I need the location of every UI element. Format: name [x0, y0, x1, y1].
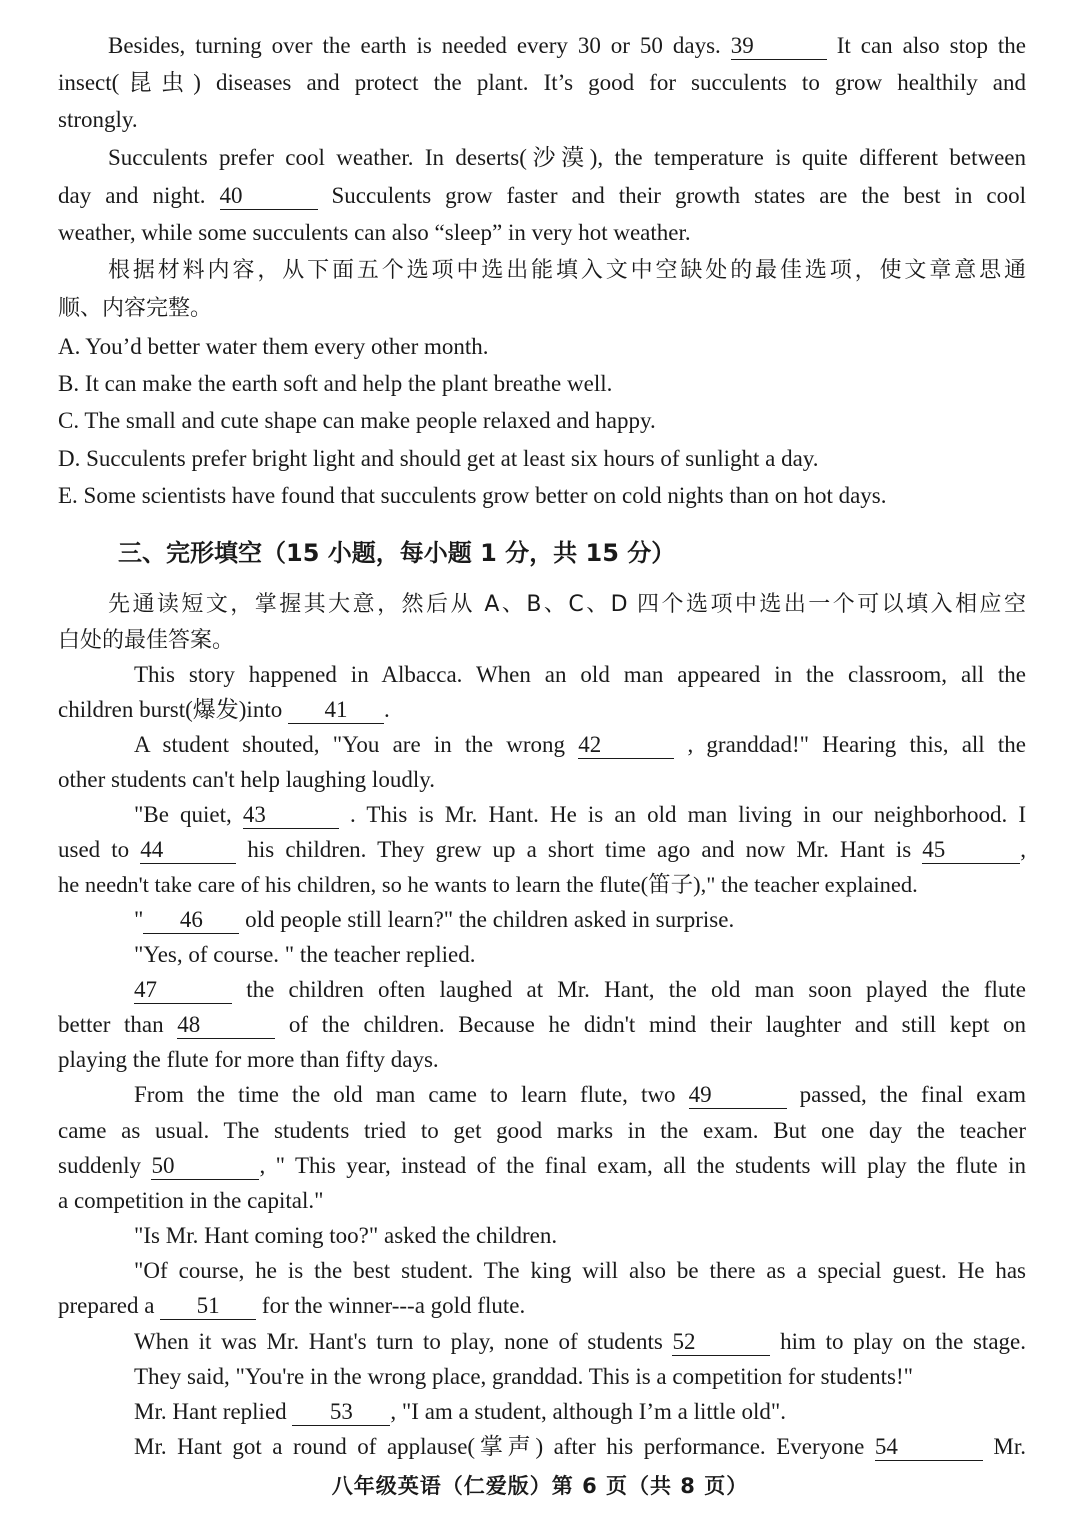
- option-d: D. Succulents prefer bright light and should get at least six hours of sunlight a day.: [58, 446, 819, 471]
- blank-53: 53: [292, 1399, 390, 1426]
- story-line: other students can't help laughing loudly.: [58, 767, 435, 792]
- section-instruction: 先通读短文，掌握其大意，然后从 A、B、C、D 四个选项中选出一个可以填入相应空: [108, 592, 1026, 617]
- story-line: "Of course, he is the best student. The king will also be there as a special guest. He has: [134, 1258, 1026, 1283]
- story-line: playing the flute for more than fifty days.: [58, 1047, 439, 1072]
- blank-39: 39: [731, 33, 827, 60]
- blank-41: 41: [288, 697, 384, 724]
- passage-line: day and night. 40 Succulents grow faster and their growth states are the best in cool: [58, 183, 1026, 208]
- section-instruction: 白处的最佳答案。: [58, 628, 235, 653]
- blank-44: 44: [140, 837, 236, 864]
- blank-40: 40: [220, 183, 318, 210]
- story-line: When it was Mr. Hant's turn to play, none of students 52 him to play on the stage.: [134, 1329, 1026, 1354]
- story-line: prepared a 51 for the winner---a gold flute.: [58, 1293, 526, 1318]
- story-line: "Yes, of course. " the teacher replied.: [134, 942, 476, 967]
- option-b: B. It can make the earth soft and help the plant breathe well.: [58, 371, 613, 396]
- page-footer: 八年级英语（仁爱版）第 6 页（共 8 页）: [331, 1474, 749, 1498]
- story-line: came as usual. The students tried to get good marks in the exam. But one day the teacher: [58, 1118, 1026, 1143]
- story-line: A student shouted, "You are in the wrong 42 , granddad!" Hearing this, all the: [134, 732, 1026, 757]
- passage-line: Besides, turning over the earth is needed every 30 or 50 days. 39 It can also stop the: [108, 33, 1027, 58]
- blank-50: 50: [151, 1153, 259, 1180]
- blank-54: 54: [875, 1434, 983, 1461]
- passage-line: Succulents prefer cool weather. In deserts(沙漠), the temperature is quite different between: [108, 145, 1026, 170]
- blank-49: 49: [689, 1082, 787, 1109]
- blank-46: 46: [143, 907, 239, 934]
- story-line: This story happened in Albacca. When an old man appeared in the classroom, all the: [134, 662, 1026, 687]
- option-c: C. The small and cute shape can make people relaxed and happy.: [58, 408, 656, 433]
- passage-line: weather, while some succulents can also “sleep” in very hot weather.: [58, 220, 691, 245]
- blank-51: 51: [160, 1293, 256, 1320]
- blank-45: 45: [922, 837, 1020, 864]
- section-title: 三、完形填空（15 小题，每小题 1 分，共 15 分）: [118, 539, 676, 567]
- story-line: suddenly 50 , " This year, instead of the final exam, all the students will play the flute in: [58, 1153, 1027, 1178]
- story-line: Mr. Hant replied 53 , "I am a student, although I’m a little old".: [134, 1399, 787, 1424]
- story-line: better than 48 of the children. Because he didn't mind their laughter and still kept on: [58, 1012, 1026, 1037]
- story-line: "Be quiet, 43 . This is Mr. Hant. He is an old man living in our neighborhood. I: [134, 802, 1027, 827]
- story-line: Mr. Hant got a round of applause(掌声) after his performance. Everyone 54 Mr.: [134, 1434, 1027, 1459]
- story-line: From the time the old man came to learn flute, two 49 passed, the final exam: [134, 1082, 1027, 1107]
- story-line: children burst(爆发)into 41 .: [58, 697, 390, 722]
- story-line: "Is Mr. Hant coming too?" asked the children.: [134, 1223, 558, 1248]
- instruction-line: 根据材料内容，从下面五个选项中选出能填入文中空缺处的最佳选项，使文章意思通: [108, 258, 1026, 283]
- option-e: E. Some scientists have found that succulents grow better on cold nights than on hot days.: [58, 483, 887, 508]
- blank-43: 43: [243, 802, 339, 829]
- blank-47: 47: [134, 977, 232, 1004]
- story-line: used to 44 his children. They grew up a short time ago and now Mr. Hant is 45 ,: [58, 837, 1027, 862]
- instruction-line: 顺、内容完整。: [58, 296, 213, 321]
- story-line: he needn't take care of his children, so he wants to learn the flute(笛子)," the teacher explained.: [58, 872, 918, 897]
- story-line: " 46 old people still learn?" the children asked in surprise.: [134, 907, 735, 932]
- option-a: A. You’d better water them every other month.: [58, 334, 489, 359]
- blank-52: 52: [672, 1329, 770, 1356]
- story-line: 47 the children often laughed at Mr. Hant, the old man soon played the flute: [134, 977, 1027, 1002]
- story-line: a competition in the capital.": [58, 1188, 324, 1213]
- blank-42: 42: [578, 732, 674, 759]
- passage-line: strongly.: [58, 107, 138, 132]
- story-line: They said, "You're in the wrong place, granddad. This is a competition for students!": [134, 1364, 914, 1389]
- passage-line: insect(昆虫) diseases and protect the plant. It’s good for succulents to grow healthily and: [58, 70, 1026, 95]
- blank-48: 48: [177, 1012, 275, 1039]
